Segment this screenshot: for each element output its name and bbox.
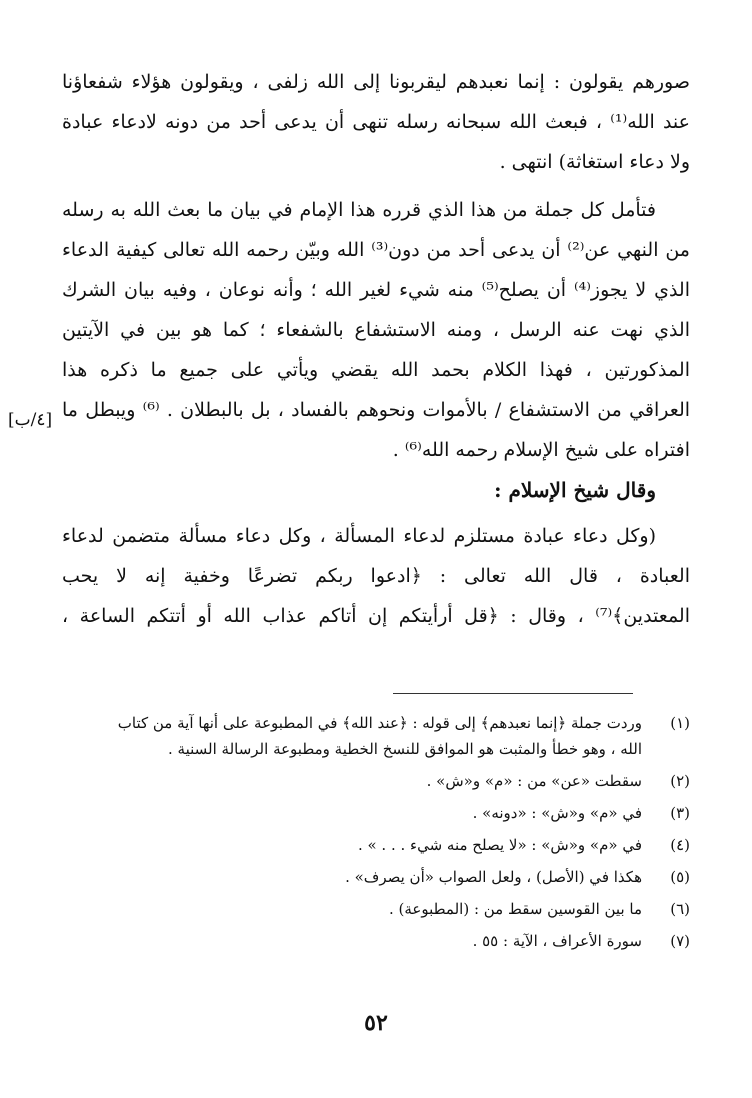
footnote-number: (٦) [670,900,690,918]
text-line-12: العبادة ، قال الله تعالى : ﴿ادعوا ربكم تضرعًا وخفية إنه لا يحب [62,565,690,587]
text-line-7: الذي نهت عنه الرسل ، ومنه الاستشفاع بالشفعاء ؛ كما هو بين في الآيتين [62,319,690,341]
footnote-number: (١) [670,714,690,732]
text-line-1: صورهم يقولون : إنما نعبدهم ليقربونا إلى الله زلفى ، ويقولون هؤلاء شفعاؤنا [62,71,690,93]
footnote-divider [393,693,633,694]
text-line-10: افتراه على شيخ الإسلام رحمه الله⁽⁶⁾ . [392,439,690,461]
footnote-text: وردت جملة ﴿إنما نعبدهم﴾ إلى قوله : ﴿عند الله﴾ في المطبوعة على أنها آية من كتاب [117,714,642,732]
footnote [70,864,690,890]
footnote [70,768,690,794]
footnote [70,832,690,858]
text-line-4: فتأمل كل جملة من هذا الذي قرره هذا الإمام في بيان ما بعث الله به رسله [62,199,656,221]
footnote [70,928,690,954]
text-line-2: عند الله⁽¹⁾ ، فبعث الله سبحانه رسله تنهى أن يدعى أحد من دونه لادعاء عبادة [62,111,690,133]
footnote-text: هكذا في (الأصل) ، ولعل الصواب «أن يصرف» . [345,868,642,886]
footnote-text: سقطت «عن» من : «م» و«ش» . [426,772,642,790]
footnote-number: (٥) [670,868,690,886]
footnotes [70,710,690,960]
footnote-text: الله ، وهو خطأ والمثبت هو الموافق للنسخ الخطية ومطبوعة الرسالة السنية . [168,740,642,758]
margin-folio-note: [٤/ب] [8,410,53,430]
footnote-text: ما بين القوسين سقط من : (المطبوعة) . [388,900,642,918]
text-line-6: الذي لا يجوز⁽⁴⁾ أن يصلح⁽⁵⁾ منه شيء لغير الله ؛ وأنه نوعان ، وفيه بيان الشرك [62,279,690,301]
footnote-text: سورة الأعراف ، الآية : ٥٥ . [472,932,642,950]
footnote-number: (٣) [670,804,690,822]
text-line-5: من النهي عن⁽²⁾ أن يدعى أحد من دون⁽³⁾ الله وبيّن رحمه الله تعالى كيفية الدعاء [62,239,690,261]
text-line-8: المذكورتين ، فهذا الكلام بحمد الله يقضي ويأتي على جميع ما ذكره هذا [62,359,690,381]
text-line-13: المعتدين﴾⁽⁷⁾ ، وقال : ﴿قل أرأيتكم إن أتاكم عذاب الله أو أتتكم الساعة ، [62,605,690,627]
footnote-number: (٢) [670,772,690,790]
footnote-text: في «م» و«ش» : «لا يصلح منه شيء . . . » . [357,836,642,854]
footnote-number: (٧) [670,932,690,950]
footnote-text: في «م» و«ش» : «دونه» . [472,804,642,822]
footnote-number: (٤) [670,836,690,854]
section-heading: وقال شيخ الإسلام : [494,478,656,502]
footnote [70,710,690,762]
text-line-9: العراقي من الاستشفاع / بالأموات ونحوهم بالفساد ، بل بالبطلان . ⁽⁶⁾ ويبطل ما [62,399,690,421]
page-number: ٥٢ [364,1010,388,1036]
footnote [70,896,690,922]
text-line-3: ولا دعاء استغاثة) انتهى . [499,151,690,173]
text-line-11: (وكل دعاء عبادة مستلزم لدعاء المسألة ، وكل دعاء مسألة متضمن لدعاء [62,525,656,547]
footnote [70,800,690,826]
main-text [62,62,690,636]
